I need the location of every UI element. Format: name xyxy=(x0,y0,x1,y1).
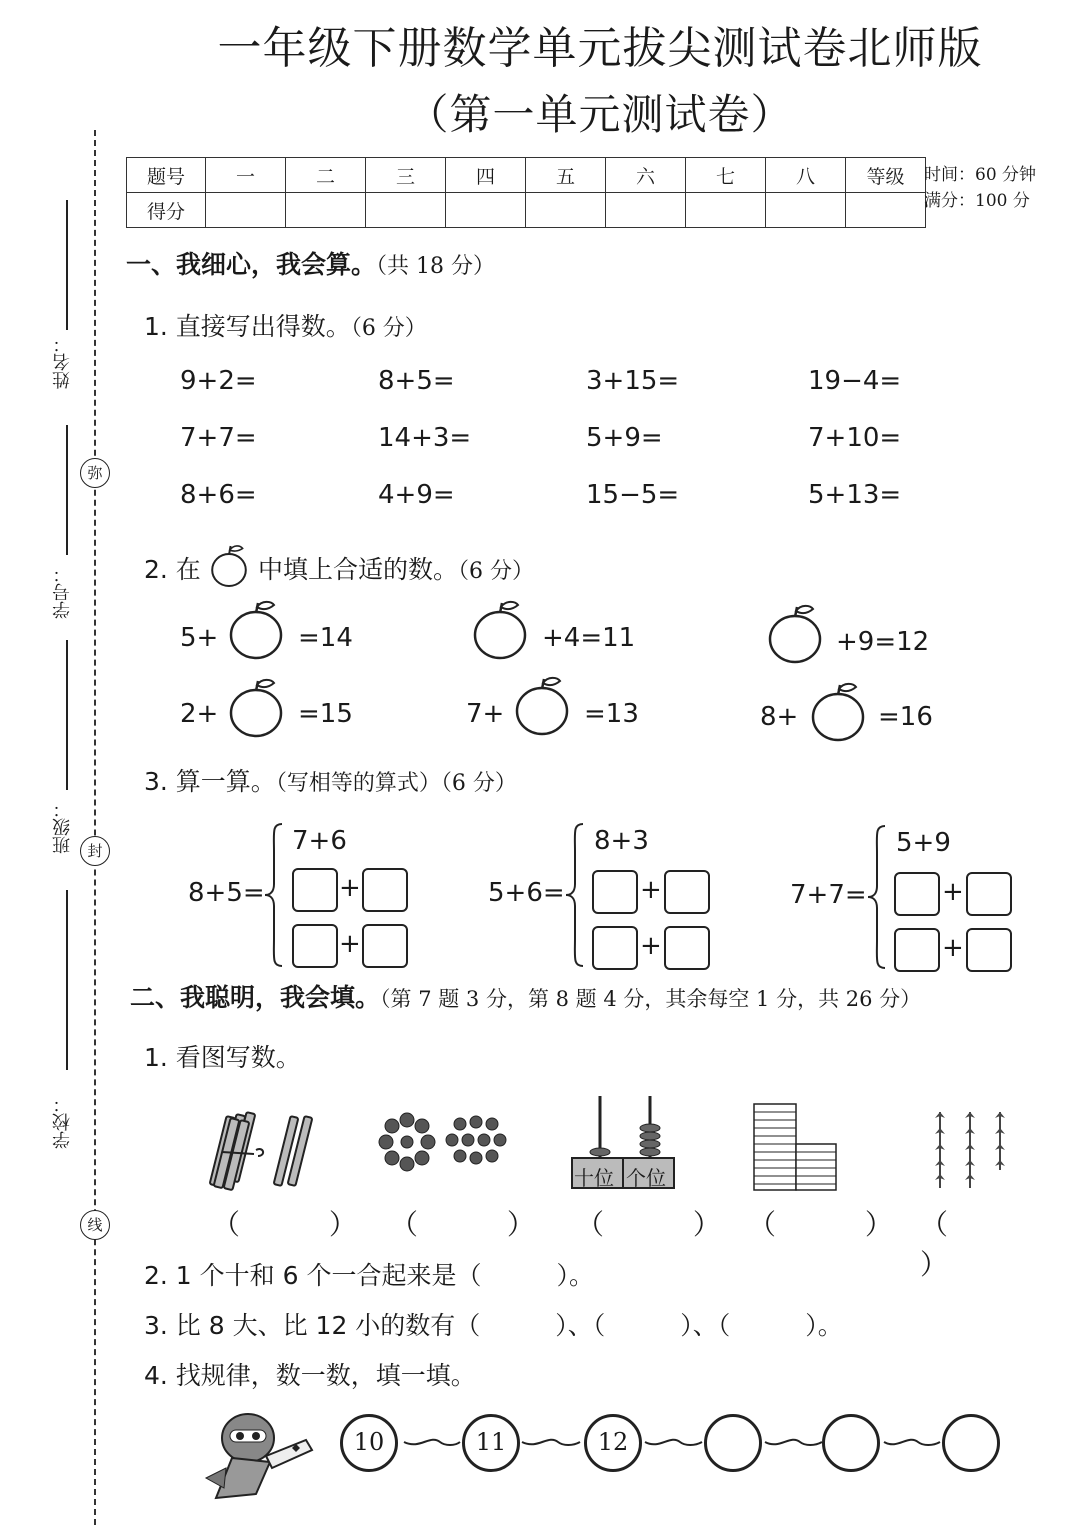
seal-xian: 线 xyxy=(80,1210,110,1240)
class-label: 班级： xyxy=(52,800,73,854)
answer-box[interactable] xyxy=(362,924,408,968)
q1-equation[interactable]: 4+9= xyxy=(378,480,455,510)
plus-sign: + xyxy=(339,873,361,903)
apple-blank-icon[interactable] xyxy=(808,682,868,742)
q2-heading-rest xyxy=(258,550,534,586)
answer-box[interactable] xyxy=(894,928,940,972)
q3-lhs: 7+7= xyxy=(790,880,867,910)
student-no-write-line xyxy=(66,425,68,555)
answer-box[interactable] xyxy=(966,872,1012,916)
school-label: 学校： xyxy=(52,1095,73,1149)
q2-post: +4=11 xyxy=(542,623,636,653)
q2-pre: 5+ xyxy=(180,623,219,653)
section2-heading xyxy=(130,978,921,1014)
q1-equation[interactable]: 3+15= xyxy=(586,366,680,396)
answer-paren[interactable]: （ ） xyxy=(576,1208,761,1241)
sequence-ring: 12 xyxy=(584,1414,642,1472)
score-cell[interactable] xyxy=(686,193,766,228)
stick-bundle-icon xyxy=(208,1108,314,1192)
q2-heading xyxy=(144,550,201,586)
q1-equation[interactable]: 9+2= xyxy=(180,366,257,396)
score-header-row xyxy=(127,158,926,193)
q1-equation[interactable]: 8+6= xyxy=(180,480,257,510)
section2-title: 二、我聪明，我会填。 xyxy=(130,983,381,1012)
q3-points: （6 分） xyxy=(440,771,517,796)
q3-lhs: 8+5= xyxy=(188,878,265,908)
q3-given: 8+3 xyxy=(594,826,649,856)
section2-points: （第 7 题 3 分，第 8 题 4 分，其余每空 1 分，共 26 分） xyxy=(380,987,922,1011)
score-header-cell: 三 xyxy=(366,158,446,193)
section1-points: （共 18 分） xyxy=(376,254,495,279)
apple-icon xyxy=(205,542,253,590)
apple-blank-icon[interactable] xyxy=(512,676,572,736)
answer-box[interactable] xyxy=(292,924,338,968)
score-cell[interactable] xyxy=(846,193,926,228)
score-header-cell: 一 xyxy=(206,158,286,193)
score-cell[interactable] xyxy=(606,193,686,228)
q2-post: =14 xyxy=(298,623,353,653)
sequence-ring: 10 xyxy=(340,1414,398,1472)
time-limit: 时间：60 分钟 xyxy=(924,165,1037,185)
score-cell[interactable] xyxy=(446,193,526,228)
score-cell[interactable] xyxy=(366,193,446,228)
answer-box[interactable] xyxy=(664,870,710,914)
q1-equation[interactable]: 7+10= xyxy=(808,423,902,453)
q3-hint: （写相等的算式） xyxy=(275,771,441,796)
apple-blank-icon[interactable] xyxy=(765,604,825,664)
answer-box[interactable] xyxy=(292,868,338,912)
q2-pre: 2+ xyxy=(180,699,219,729)
apple-blank-icon[interactable] xyxy=(226,678,286,738)
answer-box[interactable] xyxy=(362,868,408,912)
p2-question: 2. 1 个十和 6 个一合起来是（ ）。 xyxy=(144,1261,594,1290)
answer-box[interactable] xyxy=(592,926,638,970)
q2-post: =15 xyxy=(298,699,353,729)
score-header-cell: 八 xyxy=(766,158,846,193)
q3-lhs: 5+6= xyxy=(488,878,565,908)
ninja-mascot-icon xyxy=(196,1398,346,1508)
plus-sign: + xyxy=(640,931,662,961)
score-cell[interactable] xyxy=(766,193,846,228)
q1-equation[interactable]: 5+9= xyxy=(586,423,663,453)
q1-equation[interactable]: 19−4= xyxy=(808,366,902,396)
q3-label: 3. 算一算。 xyxy=(144,767,276,796)
sequence-ring-blank[interactable] xyxy=(942,1414,1000,1472)
answer-paren[interactable]: （ ） xyxy=(920,1208,989,1281)
score-header-cell: 七 xyxy=(686,158,766,193)
q2-label-post: 中填上合适的数。 xyxy=(258,555,459,584)
q1-equation[interactable]: 15−5= xyxy=(586,480,680,510)
score-cell[interactable] xyxy=(206,193,286,228)
q1-points: （6 分） xyxy=(350,316,427,341)
section1-title: 一、我细心，我会算。 xyxy=(126,250,377,279)
page-title: 一年级下册数学单元拔尖测试卷北师版 xyxy=(217,23,983,74)
score-value-row xyxy=(127,193,926,228)
full-score: 满分：100 分 xyxy=(924,191,1030,211)
abacus-ones-label: 个位 xyxy=(626,1166,666,1190)
q1-equation[interactable]: 8+5= xyxy=(378,366,455,396)
abacus-tens-label: 十位 xyxy=(574,1166,614,1190)
sequence-ring-blank[interactable] xyxy=(704,1414,762,1472)
score-cell[interactable] xyxy=(526,193,606,228)
class-write-line xyxy=(66,640,68,790)
brace-icon xyxy=(262,822,286,968)
score-header-cell: 等级 xyxy=(846,158,926,193)
q2-label-pre: 2. 在 xyxy=(144,555,201,584)
p3-question: 3. 比 8 大、比 12 小的数有（ ）、（ ）、（ ）。 xyxy=(144,1311,843,1340)
p4-question: 4. 找规律，数一数，填一填。 xyxy=(144,1361,476,1390)
name-label: 姓名： xyxy=(52,335,73,389)
section1-heading xyxy=(126,245,495,281)
q3-given: 5+9 xyxy=(896,828,951,858)
plus-sign: + xyxy=(640,875,662,905)
bead-dots-icon xyxy=(372,1112,512,1176)
q2-post: =16 xyxy=(878,702,933,732)
score-header-cell: 二 xyxy=(286,158,366,193)
q1-heading xyxy=(144,307,427,343)
score-table xyxy=(126,157,926,228)
answer-paren[interactable]: （ ） xyxy=(390,1208,575,1241)
seal-feng: 封 xyxy=(80,836,110,866)
q1-equation[interactable]: 7+7= xyxy=(180,423,257,453)
answer-box[interactable] xyxy=(592,870,638,914)
sprouts-icon xyxy=(928,1108,1012,1190)
name-write-line xyxy=(66,200,68,330)
answer-box[interactable] xyxy=(894,872,940,916)
exam-meta xyxy=(924,162,1036,214)
binding-dashed-line xyxy=(94,130,96,1525)
seal-mi: 弥 xyxy=(80,458,110,488)
apple-blank-icon[interactable] xyxy=(470,600,530,660)
score-row-label: 得分 xyxy=(127,193,206,228)
sequence-ring: 11 xyxy=(462,1414,520,1472)
score-header-cell: 六 xyxy=(606,158,686,193)
q2-points: （6 分） xyxy=(458,559,535,584)
answer-paren[interactable]: （ ） xyxy=(212,1208,397,1241)
answer-box[interactable] xyxy=(664,926,710,970)
q1-equation[interactable]: 5+13= xyxy=(808,480,902,510)
stacked-blocks-icon xyxy=(752,1100,842,1192)
q1-label: 1. 直接写出得数。 xyxy=(144,312,351,341)
student-no-label: 学号： xyxy=(52,565,73,619)
plus-sign: + xyxy=(339,929,361,959)
q3-given: 7+6 xyxy=(292,826,347,856)
page-subtitle: （第一单元测试卷） xyxy=(406,90,794,139)
score-header-cell: 四 xyxy=(446,158,526,193)
plus-sign: + xyxy=(942,933,964,963)
q2-pre: 7+ xyxy=(466,699,505,729)
score-header-cell: 五 xyxy=(526,158,606,193)
q1-equation[interactable]: 14+3= xyxy=(378,423,472,453)
score-cell[interactable] xyxy=(286,193,366,228)
score-header-cell: 题号 xyxy=(127,158,206,193)
school-write-line xyxy=(66,890,68,1070)
q3-heading xyxy=(144,762,517,798)
q2-post: +9=12 xyxy=(836,627,930,657)
sequence-ring-blank[interactable] xyxy=(822,1414,880,1472)
answer-box[interactable] xyxy=(966,928,1012,972)
q2-pre: 8+ xyxy=(760,702,799,732)
answer-paren[interactable]: （ ） xyxy=(748,1208,933,1241)
p1-label: 1. 看图写数。 xyxy=(144,1043,301,1072)
plus-sign: + xyxy=(942,877,964,907)
brace-icon xyxy=(865,824,889,970)
apple-blank-icon[interactable] xyxy=(226,600,286,660)
q2-post: =13 xyxy=(584,699,639,729)
brace-icon xyxy=(563,822,587,968)
